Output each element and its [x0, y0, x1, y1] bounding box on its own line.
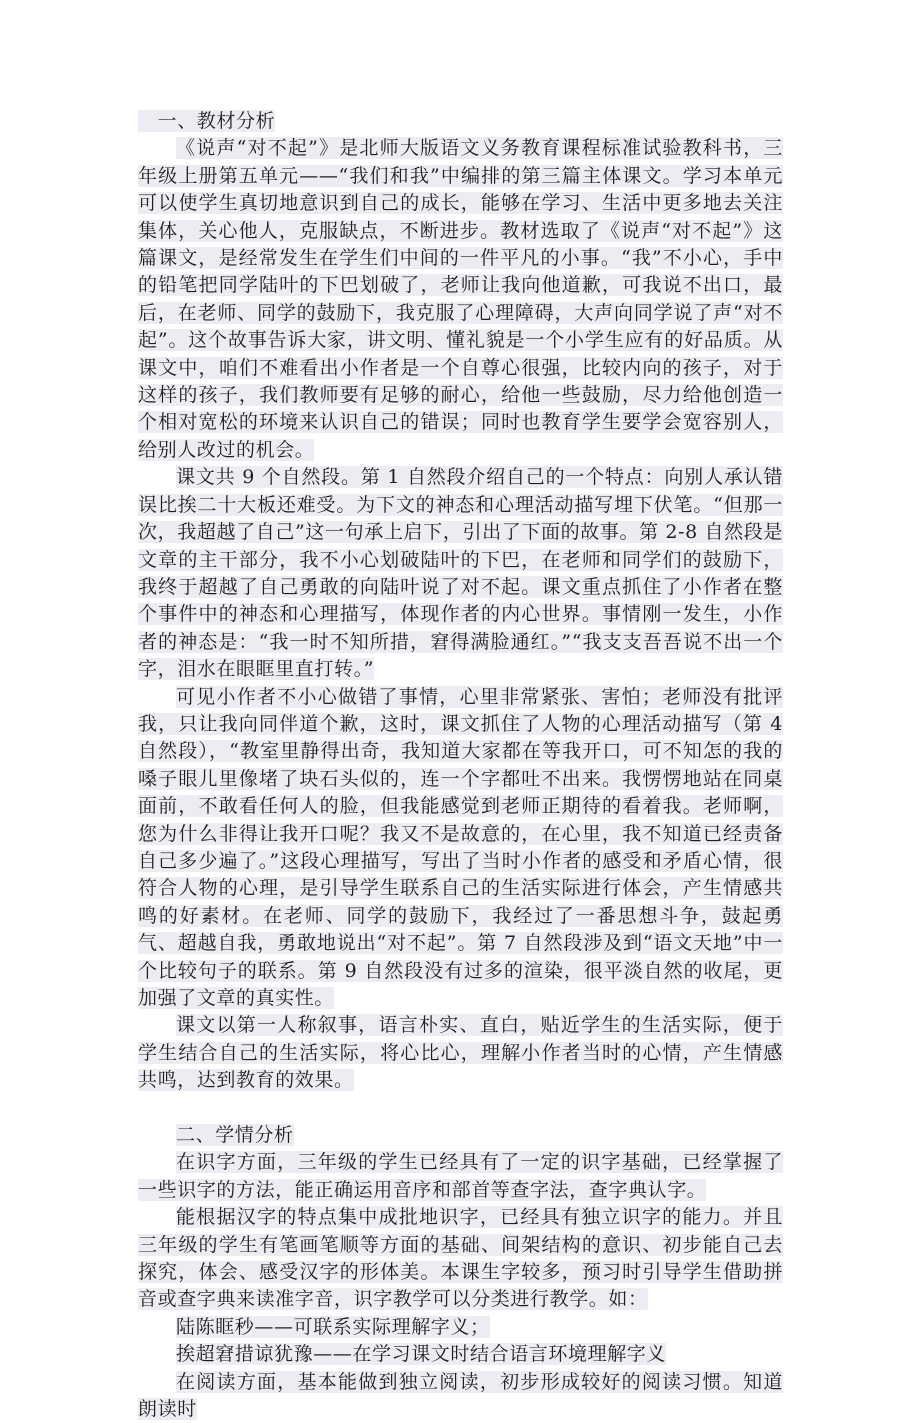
- paragraph: 在阅读方面，基本能做到独立阅读，初步形成较好的阅读习惯。知道朗读时: [138, 1370, 783, 1421]
- paragraph: 课文共 9 个自然段。第 1 自然段介绍自己的一个特点：向别人承认错误比挨二十大板还难受。为下文的神态和心理活动描写埋下伏笔。“但那一次，我超越了自己”这一句承上启下，引出了下面的故事。第 2-8 自然段是文章的主干部分，我不小心划破陆叶的下巴，在老师和同学们的鼓励下，我终于超越了自己勇敢的向陆叶说了对不起。课文重点抓住了小作者在整个事件中的神态和心理描写，体现作者的内心世界。事情刚一发生，小作者的神态是：“我一时不知所措，窘得满脸通红。”“我支支吾吾说不出一个字，泪水在眼眶里直打转。”: [138, 466, 783, 681]
- document-page: [138, 108, 783, 1423]
- paragraph: 挨超窘措谅犹豫——在学习课文时结合语言环境理解字义: [176, 1343, 667, 1366]
- paragraph: 陆陈眶秒——可联系实际理解字义；: [176, 1315, 490, 1338]
- paragraph: 能根据汉字的特点集中成批地识字，已经具有独立识字的能力。并且三年级的学生有笔画笔顺等方面的基础、间架结构的意识、初步能自己去探究，体会、感受汉字的形体美。本课生字较多，预习时引导学生借助拼音或查字典来读准字音，识字教学可以分类进行教学。如：: [138, 1206, 783, 1311]
- section-heading-student-analysis: 二、学情分析: [176, 1124, 294, 1147]
- paragraph: 在识字方面，三年级的学生已经具有了一定的识字基础，已经掌握了一些识字的方法，能正确运用音序和部首等查字法，查字典认字。: [138, 1151, 783, 1201]
- paragraph: 《说声“对不起”》是北师大版语文义务教育课程标准试验教科书，三年级上册第五单元——“我们和我”中编排的第三篇主体课文。学习本单元可以使学生真切地意识到自己的成长，能够在学习、生活中更多地去关注集体，关心他人，克服缺点，不断进步。教材选取了《说声“对不起”》这篇课文，是经常发生在学生们中间的一件平凡的小事。“我”不小心，手中的铅笔把同学陆叶的下巴划破了，老师让我向他道歉，可我说不出口，最后，在老师、同学的鼓励下，我克服了心理障碍，大声向同学说了声“对不起”。这个故事告诉大家，讲文明、懂礼貌是一个小学生应有的好品质。从课文中，咱们不难看出小作者是一个自尊心很强，比较内向的孩子，对于这样的孩子，我们教师要有足够的耐心，给他一些鼓励，尽力给他创造一个相对宽松的环境来认识自己的错误；同时也教育学生要学会宽容别人，给别人改过的机会。: [138, 137, 783, 461]
- section-heading-textbook-analysis: 一、教材分析: [138, 110, 276, 132]
- paragraph: 可见小作者不小心做错了事情，心里非常紧张、害怕；老师没有批评我，只让我向同伴道个歉，这时，课文抓住了人物的心理活动描写（第 4 自然段），“教室里静得出奇，我知道大家都在等我开口，可不知怎的我的嗓子眼儿里像堵了块石头似的，连一个字都吐不出来。我愣愣地站在同桌面前，不敢看任何人的脸，但我能感觉到老师正期待的看着我。老师啊，您为什么非得让我开口呢？我又不是故意的，在心里，我不知道已经责备自己多少遍了。”这段心理描写，写出了当时小作者的感受和矛盾心情，很符合人物的心理，是引导学生联系自己的生活实际进行体会，产生情感共鸣的好素材。在老师、同学的鼓励下，我经过了一番思想斗争，鼓起勇气、超越自我，勇敢地说出“对不起”。第 7 自然段涉及到“语文天地”中一个比较句子的联系。第 9 自然段没有过多的渲染，很平淡自然的收尾，更加强了文章的真实性。: [138, 685, 783, 1009]
- blank-line: [138, 1095, 783, 1122]
- paragraph: 课文以第一人称叙事，语言朴实、直白，贴近学生的生活实际，便于学生结合自己的生活实际，将心比心，理解小作者当时的心情，产生情感共鸣，达到教育的效果。: [138, 1014, 783, 1092]
